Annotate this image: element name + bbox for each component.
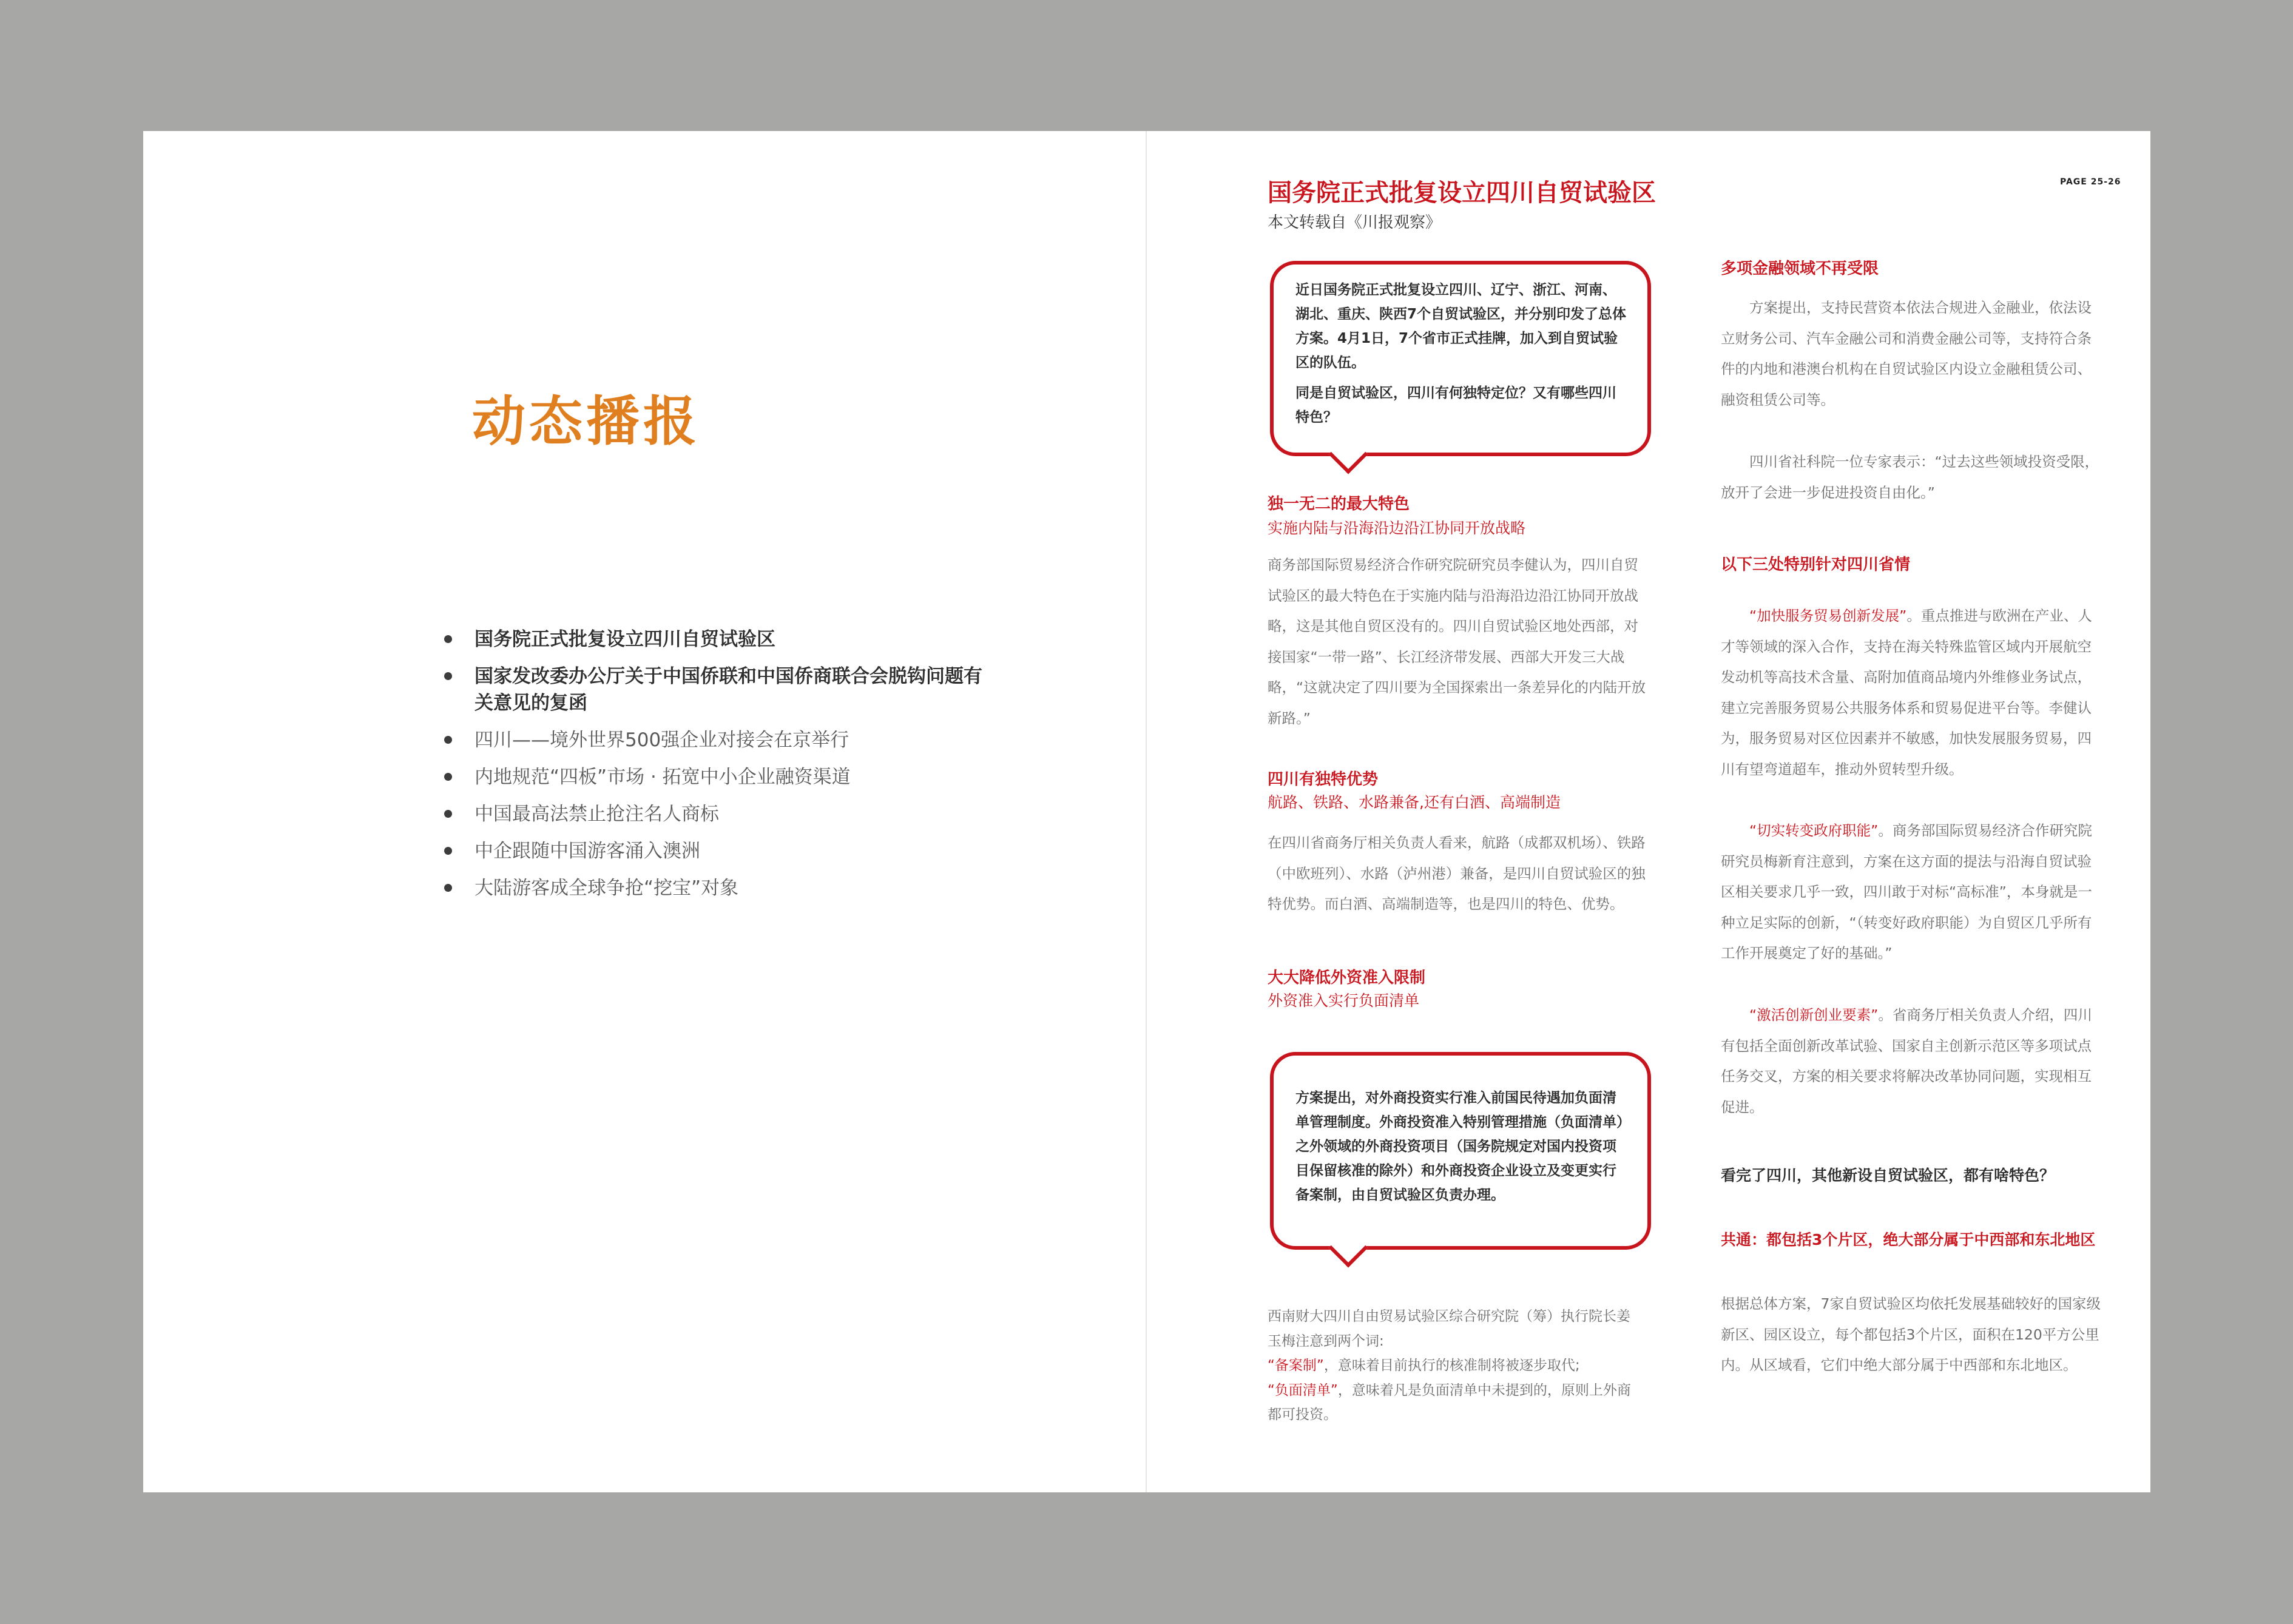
page-fold xyxy=(1146,131,1147,1492)
three-points-heading: 以下三处特别针对四川省情 xyxy=(1721,556,1911,574)
toc-item-label: 四川——境外世界500强企业对接会在京举行 xyxy=(474,729,849,751)
point-1 xyxy=(1721,601,2102,784)
toc-list xyxy=(442,626,988,912)
toc-item[interactable] xyxy=(442,801,988,827)
point-2-term: “切实转变政府职能” xyxy=(1749,822,1879,839)
point-2-text: 。商务部国际贸易经济合作研究院研究员梅新育注意到，方案在这方面的提法与沿海自贸试验区相关要求几乎一致，四川敢于对标“高标准”，本身就是一种立足实际的创新，“（转变好政府职能）为自贸区几乎所有工作开展奠定了好的基础。” xyxy=(1721,822,2092,962)
sec3-subheading: 外资准入实行负面清单 xyxy=(1268,992,1420,1009)
footnote-intro: 西南财大四川自由贸易试验区综合研究院（筹）执行院长姜玉梅注意到两个词: xyxy=(1268,1309,1630,1349)
toc-item[interactable] xyxy=(442,663,988,716)
sec1-body: 商务部国际贸易经济合作研究院研究员李健认为，四川自贸试验区的最大特色在于实施内陆与沿海沿边沿江协同开放战略，这是其他自贸区没有的。四川自贸试验区地处西部，对接国家“一带一路”、长江经济带发展、西部大开发三大战略，“这就决定了四川要为全国探索出一条差异化的内陆开放新路。” xyxy=(1268,556,1646,727)
sec2-subheading: 航路、铁路、水路兼备,还有白酒、高端制造 xyxy=(1268,793,1561,811)
point-1-text: 。重点推进与欧洲在产业、人才等领域的深入合作，支持在海关特殊监管区域内开展航空发动机等高技术含量、高附加值商品境内外维修业务试点，建立完善服务贸易公共服务体系和贸易促进平台等。李健认为，服务贸易对区位因素并不敏感，加快发展服务贸易，四川有望弯道超车，推动外贸转型升级。 xyxy=(1721,607,2092,778)
footnote-text-2: ，意味着凡是负面清单中未提到的，原则上外商都可投资。 xyxy=(1268,1382,1631,1423)
toc-item[interactable] xyxy=(442,626,988,653)
bullet-icon xyxy=(444,884,452,892)
common-heading: 共通：都包括3个片区，绝大部分属于中西部和东北地区 xyxy=(1721,1231,2096,1248)
sec2-heading: 四川有独特优势 xyxy=(1268,770,1379,789)
point-2 xyxy=(1721,815,2102,969)
toc-item[interactable] xyxy=(442,764,988,790)
sec2-body: 在四川省商务厅相关负责人看来，航路（成都双机场）、铁路（中欧班列）、水路（泸州港）兼备，是四川自贸试验区的独特优势。而白酒、高端制造等，也是四川的特色、优势。 xyxy=(1268,834,1646,912)
footnote xyxy=(1268,1304,1644,1427)
fdi-paragraph: 方案提出，对外商投资实行准入前国民待遇加负面清单管理制度。外商投资准入特别管理措施（负面清单）之外领域的外商投资项目（国务院规定对国内投资项目保留核准的除外）和外商投资企业设立及变更实行备案制，由自贸试验区负责办理。 xyxy=(1295,1090,1624,1203)
finance-body-2: 四川省社科院一位专家表示：“过去这些领域投资受限，放开了会进一步促进投资自由化。” xyxy=(1721,453,2099,501)
common-body: 根据总体方案，7家自贸试验区均依托发展基础较好的国家级新区、园区设立，每个都包括3个片区，面积在120平方公里内。从区域看，它们中绝大部分属于中西部和东北地区。 xyxy=(1721,1295,2101,1373)
toc-item-label: 内地规范“四板”市场 · 拓宽中小企业融资渠道 xyxy=(474,766,851,788)
finance-heading: 多项金融领域不再受限 xyxy=(1721,260,1879,278)
finance-body-1: 方案提出，支持民营资本依法合规进入金融业，依法设立财务公司、汽车金融公司和消费金融公司等，支持符合条件的内地和港澳台机构在自贸试验区内设立金融租赁公司、融资租赁公司等。 xyxy=(1721,299,2092,408)
article-title: 国务院正式批复设立四川自贸试验区 xyxy=(1268,179,1656,207)
bullet-icon xyxy=(444,810,452,818)
sec1-heading: 独一无二的最大特色 xyxy=(1268,495,1410,513)
intro-speech-bubble xyxy=(1270,261,1651,456)
bullet-icon xyxy=(444,736,452,744)
point-3 xyxy=(1721,1000,2102,1122)
bullet-icon xyxy=(444,773,452,781)
point-3-term: “激活创新创业要素” xyxy=(1749,1006,1879,1023)
toc-item[interactable] xyxy=(442,875,988,901)
page-number: PAGE 25-26 xyxy=(2060,177,2121,187)
intro-paragraph: 近日国务院正式批复设立四川、辽宁、浙江、河南、湖北、重庆、陕西7个自贸试验区，并分别印发了总体方案。4月1日，7个省市正式挂牌，加入到自贸试验区的队伍。 xyxy=(1295,282,1627,371)
point-3-text: 。省商务厅相关负责人介绍，四川有包括全面创新改革试验、国家自主创新示范区等多项试点任务交叉，方案的相关要求将解决改革协同问题，实现相互促进。 xyxy=(1721,1006,2092,1116)
bullet-icon xyxy=(444,847,452,855)
sec3-heading: 大大降低外资准入限制 xyxy=(1268,969,1426,987)
toc-item-label: 国务院正式批复设立四川自贸试验区 xyxy=(474,628,775,650)
fdi-speech-bubble xyxy=(1270,1052,1651,1250)
point-1-term: “加快服务贸易创新发展” xyxy=(1749,607,1907,624)
section-title: 动态播报 xyxy=(472,390,701,453)
toc-item[interactable] xyxy=(442,838,988,864)
article-source: 本文转载自《川报观察》 xyxy=(1268,214,1442,232)
sec1-subheading: 实施内陆与沿海沿边沿江协同开放战略 xyxy=(1268,519,1526,537)
footnote-term-1: “备案制” xyxy=(1268,1358,1324,1373)
toc-item-label: 大陆游客成全球争抢“挖宝”对象 xyxy=(474,877,739,899)
toc-item-label: 中企跟随中国游客涌入澳洲 xyxy=(474,840,700,862)
bullet-icon xyxy=(444,635,452,643)
toc-item[interactable] xyxy=(442,727,988,753)
intro-question: 同是自贸试验区，四川有何独特定位？又有哪些四川特色？ xyxy=(1295,385,1616,425)
toc-item-label: 国家发改委办公厅关于中国侨联和中国侨商联合会脱钩问题有关意见的复函 xyxy=(474,665,982,714)
toc-item-label: 中国最高法禁止抢注名人商标 xyxy=(474,803,719,825)
others-heading: 看完了四川，其他新设自贸试验区，都有啥特色？ xyxy=(1721,1167,2055,1184)
bullet-icon xyxy=(444,672,452,680)
footnote-term-2: “负面清单” xyxy=(1268,1382,1338,1398)
footnote-text-1: ，意味着目前执行的核准制将被逐步取代; xyxy=(1323,1358,1580,1373)
